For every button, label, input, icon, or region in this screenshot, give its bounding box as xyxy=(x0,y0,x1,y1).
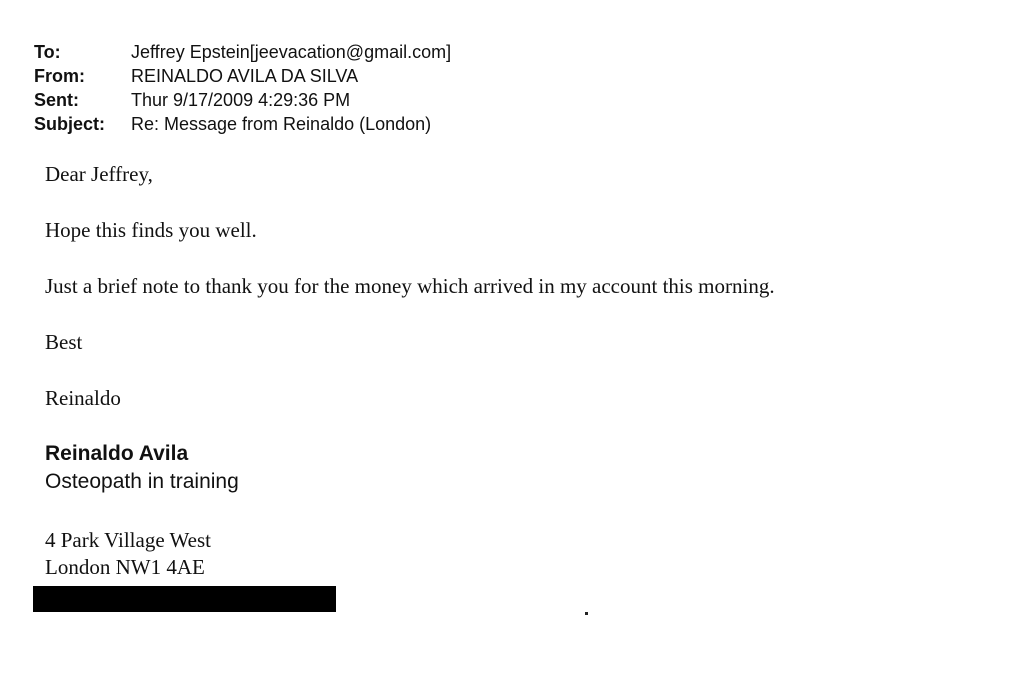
body-line-1: Hope this finds you well. xyxy=(45,218,257,242)
signature-title: Osteopath in training xyxy=(45,470,239,493)
sent-value: Thur 9/17/2009 4:29:36 PM xyxy=(131,90,351,110)
redaction-bar xyxy=(33,586,336,612)
subject-row xyxy=(34,112,451,136)
from-row xyxy=(34,64,451,88)
greeting: Dear Jeffrey, xyxy=(45,162,153,186)
sent-row xyxy=(34,88,451,112)
sent-label: Sent: xyxy=(34,90,79,110)
to-label: To: xyxy=(34,42,61,62)
signature-name: Reinaldo Avila xyxy=(45,442,189,465)
from-label: From: xyxy=(34,66,85,86)
from-value: REINALDO AVILA DA SILVA xyxy=(131,66,359,86)
stray-dot xyxy=(585,612,588,615)
subject-value: Re: Message from Reinaldo (London) xyxy=(131,114,432,134)
subject-label: Subject: xyxy=(34,114,106,134)
email-header xyxy=(34,40,451,136)
closing: Best xyxy=(45,330,83,354)
address-line-1: 4 Park Village West xyxy=(45,528,212,552)
to-row xyxy=(34,40,451,64)
signoff: Reinaldo xyxy=(45,386,121,410)
to-value: Jeffrey Epstein[jeevacation@gmail.com] xyxy=(131,42,452,62)
address-line-2: London NW1 4AE xyxy=(45,555,205,579)
body-line-2: Just a brief note to thank you for the money which arrived in my account this morning. xyxy=(45,274,775,298)
